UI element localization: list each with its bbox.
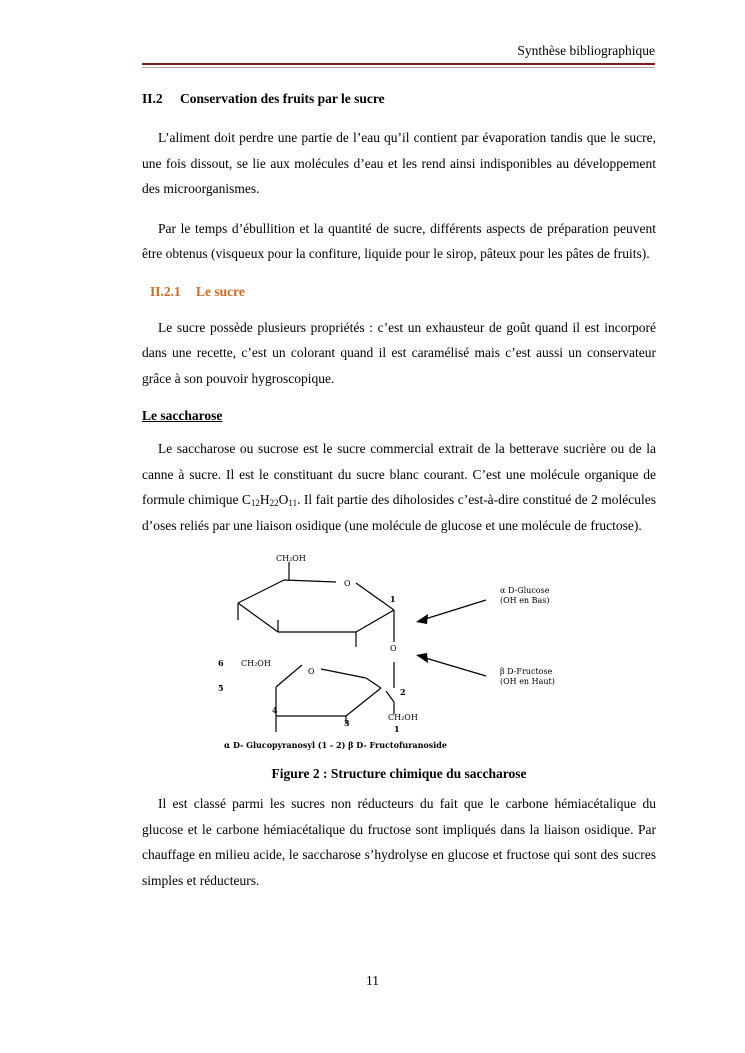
label-fructose-note: (OH en Haut) [500,677,555,686]
paragraph-evaporation: L’aliment doit perdre une partie de l’eau qu’il contient par évaporation tandis que le sucre, une fois dissout, se lie aux molécules d’eau et les rend ainsi indisponibles au développement des microorganismes. [142,130,656,196]
formula-sub-22: 22 [269,498,279,508]
label-ch2oh-top: CH₂OH [276,554,306,563]
label-ch2oh-bottom: CH₂OH [388,713,418,722]
label-c1-bottom: 1 [394,724,400,734]
label-bridge-o: O [390,644,397,653]
label-c5: 5 [218,683,224,693]
label-glucose-name: α D-Glucose [500,586,550,595]
figure-caption: Figure 2 : Structure chimique du saccharose [271,766,527,781]
label-ring-o-top: O [344,579,351,588]
page-content [142,88,656,907]
label-full-name: α D- Glucopyranosyl (1 - 2) β D- Fructofuranoside [224,740,447,750]
label-fructose-name: β D-Fructose [500,667,553,676]
saccharose-text-b: . Il fait partie des diholosides c’est-à-dire constitué de 2 molécules d’oses reliés par une liaison osidique (une molécule de glucose et une molécule de fructose). [142,492,656,533]
label-c1: 1 [390,594,396,604]
section-title: Conservation des fruits par le sucre [180,91,385,106]
paragraph-non-reducing: Il est classé parmi les sucres non réducteurs du fait que le carbone hémiacétalique du glucose et le carbone hémiacétalique du fructose sont impliqués dans la liaison osidique. Par chauffage en milieu acide, le saccharose s’hydrolyse en glucose et fructose qui sont des sucres simples et réducteurs. [142,796,656,888]
label-c6: 6 [218,658,224,668]
formula-sub-11: 11 [288,498,298,508]
label-c3: 3 [344,718,350,728]
paragraph-aspects: Par le temps d’ébullition et la quantité de sucre, différents aspects de préparation peuvent être obtenus (visqueux pour la confiture, liquide pour le sirop, pâteux pour les pâtes de fruits). [142,220,656,261]
saccharose-structure-diagram [216,552,588,754]
page-number: 11 [366,973,379,988]
label-ch2oh-left: CH₂OH [241,659,271,668]
section-heading [142,88,656,110]
header-title: Synthèse bibliographique [517,43,655,58]
formula-h: H [259,492,270,507]
section-number: II.2 [142,91,163,106]
paragraph-sugar-properties: Le sucre possède plusieurs propriétés : c’est un exhausteur de goût quand il est incorporé dans une recette, c’est un colorant quand il est caramélisé mais c’est aussi un conservateur grâce à son pouvoir hygroscopique. [142,319,656,386]
label-ring-o-bottom: O [308,667,315,676]
label-c2: 2 [400,687,406,697]
formula-o: O [278,492,289,507]
saccharose-text-a: Le saccharose ou sucrose est le sucre commercial extrait de la betterave sucrière ou de la canne à sucre. Il est le constituant du sucre blanc courant. C’est une molécule organique de formule chimique C [142,441,656,507]
figure-saccharose-structure [142,552,656,758]
subsection-title: Le sucre [196,283,245,299]
paragraph-saccharose [142,436,656,538]
heading-saccharose: Le saccharose [142,408,223,423]
label-glucose-note: (OH en Bas) [500,596,550,605]
header-rule-light [142,67,655,68]
subsection-heading [150,281,656,303]
label-c4: 4 [272,705,278,715]
header-rule-dark [142,63,655,65]
subsection-number: II.2.1 [150,283,181,299]
formula-sub-12: 12 [250,498,260,508]
